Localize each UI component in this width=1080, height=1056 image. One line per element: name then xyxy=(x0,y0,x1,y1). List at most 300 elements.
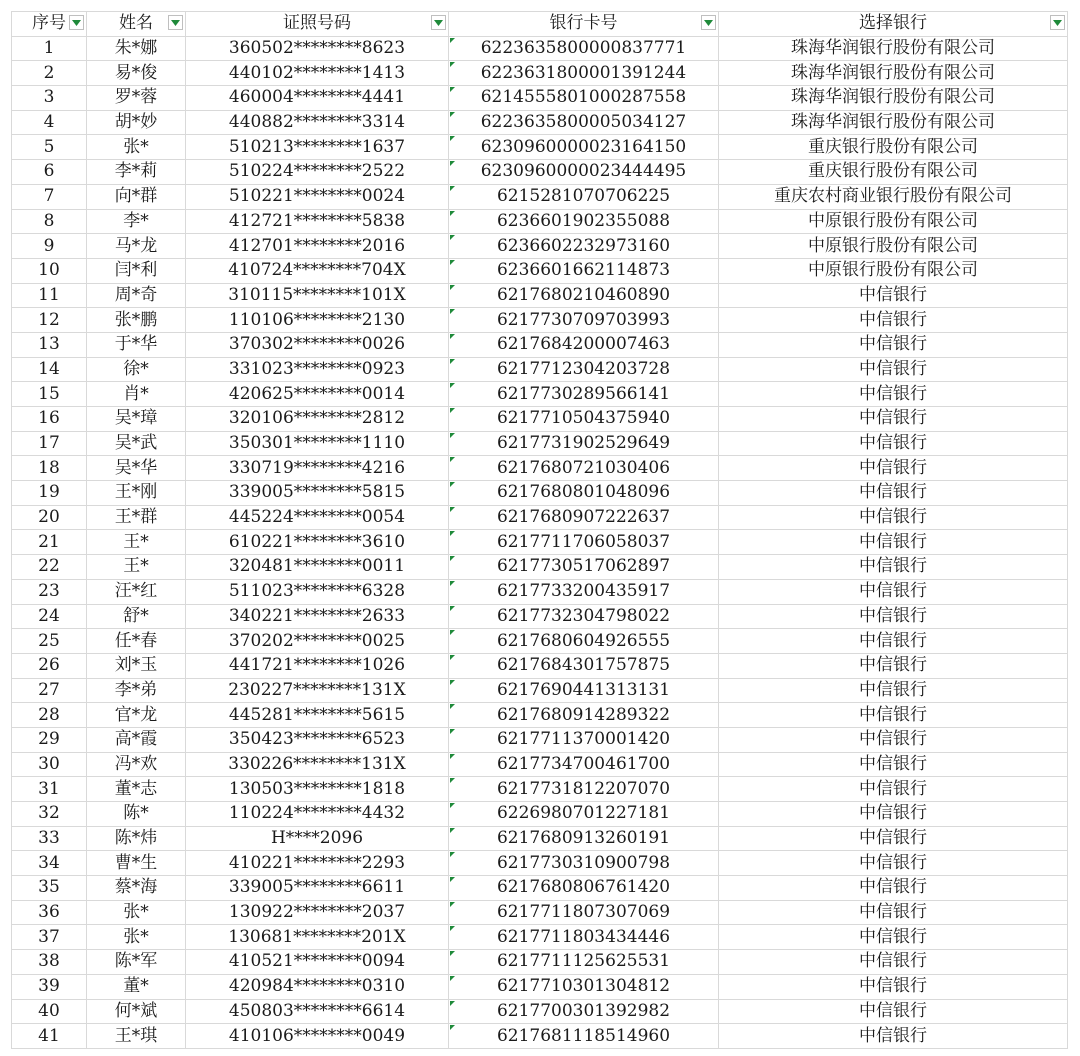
bank-cell[interactable] xyxy=(719,999,1068,1024)
cell-value: 中信银行 xyxy=(859,778,927,799)
card-number-cell[interactable] xyxy=(449,1024,719,1049)
cell-value: 6217711125625531 xyxy=(496,951,671,972)
id-number-cell[interactable] xyxy=(186,579,449,604)
card-number-cell[interactable] xyxy=(449,86,719,111)
cell-value: 重庆农村商业银行股份有限公司 xyxy=(774,186,1012,207)
name-cell[interactable] xyxy=(87,727,186,752)
card-number-cell[interactable] xyxy=(449,357,719,382)
name-cell[interactable] xyxy=(87,876,186,901)
index-cell[interactable] xyxy=(12,752,87,777)
cell-value: 中信银行 xyxy=(859,309,927,330)
card-number-cell[interactable] xyxy=(449,382,719,407)
table-row xyxy=(12,258,1068,283)
cell-value: 331023********0923 xyxy=(228,358,406,379)
index-cell[interactable] xyxy=(12,999,87,1024)
filter-dropdown-icon[interactable] xyxy=(1050,15,1065,30)
card-number-cell[interactable] xyxy=(449,332,719,357)
cell-value: 6217730289566141 xyxy=(496,383,671,404)
bank-cell[interactable] xyxy=(719,110,1068,135)
card-number-cell[interactable] xyxy=(449,135,719,160)
bank-cell[interactable] xyxy=(719,234,1068,259)
index-cell[interactable] xyxy=(12,505,87,530)
index-cell[interactable] xyxy=(12,974,87,999)
card-number-cell[interactable] xyxy=(449,530,719,555)
cell-value: 6217680721030406 xyxy=(496,457,671,478)
name-cell[interactable] xyxy=(87,653,186,678)
id-number-cell[interactable] xyxy=(186,703,449,728)
bank-cell[interactable] xyxy=(719,703,1068,728)
index-cell[interactable] xyxy=(12,481,87,506)
cell-value: H****2096 xyxy=(270,828,364,849)
card-number-cell[interactable] xyxy=(449,234,719,259)
index-cell[interactable] xyxy=(12,851,87,876)
name-cell[interactable] xyxy=(87,332,186,357)
id-number-cell[interactable] xyxy=(186,777,449,802)
name-cell[interactable] xyxy=(87,950,186,975)
card-number-cell[interactable] xyxy=(449,851,719,876)
cell-value: 重庆银行股份有限公司 xyxy=(808,161,978,182)
number-as-text-warning-icon xyxy=(450,778,455,783)
id-number-cell[interactable] xyxy=(186,1024,449,1049)
bank-cell[interactable] xyxy=(719,61,1068,86)
index-cell[interactable] xyxy=(12,209,87,234)
id-number-cell[interactable] xyxy=(186,308,449,333)
id-number-cell[interactable] xyxy=(186,407,449,432)
card-number-cell[interactable] xyxy=(449,999,719,1024)
card-number-cell[interactable] xyxy=(449,160,719,185)
bank-cell[interactable] xyxy=(719,505,1068,530)
card-number-cell[interactable] xyxy=(449,703,719,728)
id-number-cell[interactable] xyxy=(186,258,449,283)
bank-cell[interactable] xyxy=(719,629,1068,654)
filter-dropdown-icon[interactable] xyxy=(168,15,183,30)
name-cell[interactable] xyxy=(87,629,186,654)
name-cell[interactable] xyxy=(87,505,186,530)
id-number-cell[interactable] xyxy=(186,61,449,86)
filter-dropdown-icon[interactable] xyxy=(69,15,84,30)
index-cell[interactable] xyxy=(12,258,87,283)
bank-cell[interactable] xyxy=(719,950,1068,975)
index-cell[interactable] xyxy=(12,900,87,925)
index-cell[interactable] xyxy=(12,777,87,802)
name-cell[interactable] xyxy=(87,184,186,209)
cell-value: 35 xyxy=(38,877,60,898)
bank-cell[interactable] xyxy=(719,332,1068,357)
table-row xyxy=(12,826,1068,851)
index-cell[interactable] xyxy=(12,456,87,481)
header-label: 证照号码 xyxy=(283,13,351,34)
table-row xyxy=(12,876,1068,901)
card-number-cell[interactable] xyxy=(449,876,719,901)
index-cell[interactable] xyxy=(12,110,87,135)
id-number-cell[interactable] xyxy=(186,851,449,876)
bank-cell[interactable] xyxy=(719,579,1068,604)
bank-cell[interactable] xyxy=(719,431,1068,456)
index-cell[interactable] xyxy=(12,826,87,851)
cell-value: 中信银行 xyxy=(859,729,927,750)
card-number-cell[interactable] xyxy=(449,579,719,604)
id-number-cell[interactable] xyxy=(186,283,449,308)
id-number-cell[interactable] xyxy=(186,826,449,851)
card-number-cell[interactable] xyxy=(449,431,719,456)
cell-value: 董* xyxy=(123,976,149,997)
cell-value: 38 xyxy=(38,951,60,972)
id-number-cell[interactable] xyxy=(186,727,449,752)
index-cell[interactable] xyxy=(12,357,87,382)
bank-cell[interactable] xyxy=(719,283,1068,308)
id-number-cell[interactable] xyxy=(186,950,449,975)
id-number-cell[interactable] xyxy=(186,925,449,950)
id-number-cell[interactable] xyxy=(186,555,449,580)
name-cell[interactable] xyxy=(87,382,186,407)
card-number-cell[interactable] xyxy=(449,950,719,975)
number-as-text-warning-icon xyxy=(450,507,455,512)
table-row xyxy=(12,999,1068,1024)
cell-value: 320481********0011 xyxy=(228,556,406,577)
number-as-text-warning-icon xyxy=(450,902,455,907)
bank-cell[interactable] xyxy=(719,925,1068,950)
index-cell[interactable] xyxy=(12,530,87,555)
name-cell[interactable] xyxy=(87,999,186,1024)
cell-value: 中信银行 xyxy=(859,852,927,873)
header-cell-index[interactable] xyxy=(12,12,87,37)
cell-value: 6217711706058037 xyxy=(496,531,671,552)
id-number-cell[interactable] xyxy=(186,209,449,234)
bank-cell[interactable] xyxy=(719,456,1068,481)
index-cell[interactable] xyxy=(12,678,87,703)
name-cell[interactable] xyxy=(87,900,186,925)
index-cell[interactable] xyxy=(12,431,87,456)
cell-value: 中信银行 xyxy=(859,433,927,454)
bank-cell[interactable] xyxy=(719,1024,1068,1049)
name-cell[interactable] xyxy=(87,308,186,333)
number-as-text-warning-icon xyxy=(450,38,455,43)
index-cell[interactable] xyxy=(12,629,87,654)
card-number-cell[interactable] xyxy=(449,727,719,752)
number-as-text-warning-icon xyxy=(450,161,455,166)
index-cell[interactable] xyxy=(12,160,87,185)
cell-value: 450803********6614 xyxy=(228,1000,406,1021)
index-cell[interactable] xyxy=(12,653,87,678)
id-number-cell[interactable] xyxy=(186,974,449,999)
card-number-cell[interactable] xyxy=(449,209,719,234)
index-cell[interactable] xyxy=(12,135,87,160)
name-cell[interactable] xyxy=(87,1024,186,1049)
cell-value: 6217730517062897 xyxy=(496,556,671,577)
header-cell-card[interactable] xyxy=(449,12,719,37)
cell-value: 王* xyxy=(123,531,149,552)
name-cell[interactable] xyxy=(87,407,186,432)
card-number-cell[interactable] xyxy=(449,629,719,654)
cell-value: 25 xyxy=(38,630,60,651)
id-number-cell[interactable] xyxy=(186,653,449,678)
bank-cell[interactable] xyxy=(719,653,1068,678)
id-number-cell[interactable] xyxy=(186,456,449,481)
cell-value: 330226********131X xyxy=(228,753,406,774)
cell-value: 董*志 xyxy=(114,778,158,799)
bank-cell[interactable] xyxy=(719,678,1068,703)
name-cell[interactable] xyxy=(87,678,186,703)
cell-value: 510213********1637 xyxy=(228,136,406,157)
name-cell[interactable] xyxy=(87,530,186,555)
cell-value: 舒* xyxy=(123,605,149,626)
cell-value: 412721********5838 xyxy=(228,210,406,231)
card-number-cell[interactable] xyxy=(449,555,719,580)
header-label: 选择银行 xyxy=(859,13,927,34)
cell-value: 珠海华润银行股份有限公司 xyxy=(791,112,995,133)
card-number-cell[interactable] xyxy=(449,505,719,530)
bank-cell[interactable] xyxy=(719,826,1068,851)
id-number-cell[interactable] xyxy=(186,382,449,407)
cell-value: 中信银行 xyxy=(859,556,927,577)
bank-cell[interactable] xyxy=(719,135,1068,160)
index-cell[interactable] xyxy=(12,555,87,580)
card-number-cell[interactable] xyxy=(449,678,719,703)
index-cell[interactable] xyxy=(12,283,87,308)
id-number-cell[interactable] xyxy=(186,135,449,160)
name-cell[interactable] xyxy=(87,481,186,506)
cell-value: 肖* xyxy=(123,383,149,404)
id-number-cell[interactable] xyxy=(186,357,449,382)
name-cell[interactable] xyxy=(87,234,186,259)
index-cell[interactable] xyxy=(12,727,87,752)
bank-cell[interactable] xyxy=(719,357,1068,382)
index-cell[interactable] xyxy=(12,876,87,901)
cell-value: 中信银行 xyxy=(859,457,927,478)
cell-value: 刘*玉 xyxy=(114,655,158,676)
id-number-cell[interactable] xyxy=(186,36,449,61)
number-as-text-warning-icon xyxy=(450,136,455,141)
header-cell-name[interactable] xyxy=(87,12,186,37)
name-cell[interactable] xyxy=(87,579,186,604)
index-cell[interactable] xyxy=(12,36,87,61)
cell-value: 34 xyxy=(38,852,60,873)
header-cell-id[interactable] xyxy=(186,12,449,37)
id-number-cell[interactable] xyxy=(186,110,449,135)
cell-value: 中信银行 xyxy=(859,976,927,997)
card-number-cell[interactable] xyxy=(449,925,719,950)
card-number-cell[interactable] xyxy=(449,61,719,86)
cell-value: 360502********8623 xyxy=(228,38,406,59)
cell-value: 珠海华润银行股份有限公司 xyxy=(791,87,995,108)
cell-value: 6215281070706225 xyxy=(496,186,671,207)
bank-cell[interactable] xyxy=(719,258,1068,283)
cell-value: 6214555801000287558 xyxy=(480,87,687,108)
name-cell[interactable] xyxy=(87,283,186,308)
name-cell[interactable] xyxy=(87,703,186,728)
index-cell[interactable] xyxy=(12,925,87,950)
card-number-cell[interactable] xyxy=(449,900,719,925)
index-cell[interactable] xyxy=(12,332,87,357)
cell-value: 26 xyxy=(38,655,60,676)
bank-cell[interactable] xyxy=(719,802,1068,827)
index-cell[interactable] xyxy=(12,579,87,604)
bank-cell[interactable] xyxy=(719,777,1068,802)
name-cell[interactable] xyxy=(87,777,186,802)
id-number-cell[interactable] xyxy=(186,999,449,1024)
cell-value: 中信银行 xyxy=(859,284,927,305)
cell-value: 6236601902355088 xyxy=(496,210,671,231)
table-row xyxy=(12,431,1068,456)
cell-value: 350423********6523 xyxy=(228,729,406,750)
card-number-cell[interactable] xyxy=(449,752,719,777)
cell-value: 6217710301304812 xyxy=(496,976,671,997)
name-cell[interactable] xyxy=(87,36,186,61)
index-cell[interactable] xyxy=(12,382,87,407)
bank-cell[interactable] xyxy=(719,851,1068,876)
card-number-cell[interactable] xyxy=(449,604,719,629)
card-number-cell[interactable] xyxy=(449,777,719,802)
number-as-text-warning-icon xyxy=(450,87,455,92)
table-row xyxy=(12,308,1068,333)
cell-value: 420984********0310 xyxy=(228,976,406,997)
name-cell[interactable] xyxy=(87,61,186,86)
bank-cell[interactable] xyxy=(719,752,1068,777)
table-row xyxy=(12,678,1068,703)
bank-cell[interactable] xyxy=(719,308,1068,333)
number-as-text-warning-icon xyxy=(450,680,455,685)
id-number-cell[interactable] xyxy=(186,184,449,209)
name-cell[interactable] xyxy=(87,752,186,777)
name-cell[interactable] xyxy=(87,555,186,580)
bank-cell[interactable] xyxy=(719,530,1068,555)
number-as-text-warning-icon xyxy=(450,1001,455,1006)
bank-cell[interactable] xyxy=(719,86,1068,111)
id-number-cell[interactable] xyxy=(186,332,449,357)
id-number-cell[interactable] xyxy=(186,234,449,259)
number-as-text-warning-icon xyxy=(450,754,455,759)
bank-cell[interactable] xyxy=(719,382,1068,407)
filter-dropdown-icon[interactable] xyxy=(431,15,446,30)
id-number-cell[interactable] xyxy=(186,530,449,555)
cell-value: 12 xyxy=(38,309,60,330)
id-number-cell[interactable] xyxy=(186,752,449,777)
bank-cell[interactable] xyxy=(719,876,1068,901)
id-number-cell[interactable] xyxy=(186,86,449,111)
cell-value: 王*群 xyxy=(114,507,158,528)
card-number-cell[interactable] xyxy=(449,456,719,481)
id-number-cell[interactable] xyxy=(186,160,449,185)
bank-cell[interactable] xyxy=(719,160,1068,185)
cell-value: 511023********6328 xyxy=(228,581,406,602)
bank-cell[interactable] xyxy=(719,727,1068,752)
bank-cell[interactable] xyxy=(719,184,1068,209)
bank-cell[interactable] xyxy=(719,36,1068,61)
cell-value: 闫*利 xyxy=(114,260,158,281)
cell-value: 中信银行 xyxy=(859,507,927,528)
number-as-text-warning-icon xyxy=(450,828,455,833)
index-cell[interactable] xyxy=(12,61,87,86)
name-cell[interactable] xyxy=(87,431,186,456)
name-cell[interactable] xyxy=(87,974,186,999)
card-number-cell[interactable] xyxy=(449,184,719,209)
bank-cell[interactable] xyxy=(719,555,1068,580)
index-cell[interactable] xyxy=(12,234,87,259)
filter-dropdown-icon[interactable] xyxy=(701,15,716,30)
id-number-cell[interactable] xyxy=(186,802,449,827)
name-cell[interactable] xyxy=(87,456,186,481)
card-number-cell[interactable] xyxy=(449,110,719,135)
id-number-cell[interactable] xyxy=(186,505,449,530)
id-number-cell[interactable] xyxy=(186,481,449,506)
table-row xyxy=(12,110,1068,135)
card-number-cell[interactable] xyxy=(449,802,719,827)
table-row xyxy=(12,283,1068,308)
name-cell[interactable] xyxy=(87,258,186,283)
name-cell[interactable] xyxy=(87,209,186,234)
number-as-text-warning-icon xyxy=(450,260,455,265)
card-number-cell[interactable] xyxy=(449,308,719,333)
cell-value: 440102********1413 xyxy=(228,62,406,83)
index-cell[interactable] xyxy=(12,604,87,629)
bank-cell[interactable] xyxy=(719,604,1068,629)
cell-value: 36 xyxy=(38,902,60,923)
header-cell-bank[interactable] xyxy=(719,12,1068,37)
name-cell[interactable] xyxy=(87,604,186,629)
name-cell[interactable] xyxy=(87,851,186,876)
index-cell[interactable] xyxy=(12,86,87,111)
index-cell[interactable] xyxy=(12,407,87,432)
index-cell[interactable] xyxy=(12,1024,87,1049)
name-cell[interactable] xyxy=(87,135,186,160)
card-number-cell[interactable] xyxy=(449,407,719,432)
card-number-cell[interactable] xyxy=(449,283,719,308)
index-cell[interactable] xyxy=(12,703,87,728)
name-cell[interactable] xyxy=(87,826,186,851)
id-number-cell[interactable] xyxy=(186,604,449,629)
index-cell[interactable] xyxy=(12,802,87,827)
number-as-text-warning-icon xyxy=(450,803,455,808)
cell-value: 350301********1110 xyxy=(228,433,406,454)
bank-cell[interactable] xyxy=(719,209,1068,234)
name-cell[interactable] xyxy=(87,86,186,111)
bank-cell[interactable] xyxy=(719,481,1068,506)
id-number-cell[interactable] xyxy=(186,629,449,654)
card-number-cell[interactable] xyxy=(449,653,719,678)
id-number-cell[interactable] xyxy=(186,678,449,703)
name-cell[interactable] xyxy=(87,160,186,185)
bank-cell[interactable] xyxy=(719,900,1068,925)
name-cell[interactable] xyxy=(87,110,186,135)
card-number-cell[interactable] xyxy=(449,36,719,61)
bank-cell[interactable] xyxy=(719,407,1068,432)
cell-value: 易*俊 xyxy=(114,62,158,83)
number-as-text-warning-icon xyxy=(450,211,455,216)
name-cell[interactable] xyxy=(87,357,186,382)
id-number-cell[interactable] xyxy=(186,900,449,925)
card-number-cell[interactable] xyxy=(449,258,719,283)
name-cell[interactable] xyxy=(87,802,186,827)
index-cell[interactable] xyxy=(12,184,87,209)
id-number-cell[interactable] xyxy=(186,876,449,901)
id-number-cell[interactable] xyxy=(186,431,449,456)
number-as-text-warning-icon xyxy=(450,334,455,339)
number-as-text-warning-icon xyxy=(450,235,455,240)
cell-value: 29 xyxy=(38,729,60,750)
card-number-cell[interactable] xyxy=(449,481,719,506)
cell-value: 6217711807307069 xyxy=(496,902,671,923)
cell-value: 罗*蓉 xyxy=(114,87,158,108)
bank-cell[interactable] xyxy=(719,974,1068,999)
index-cell[interactable] xyxy=(12,950,87,975)
number-as-text-warning-icon xyxy=(450,926,455,931)
card-number-cell[interactable] xyxy=(449,826,719,851)
table-row xyxy=(12,184,1068,209)
index-cell[interactable] xyxy=(12,308,87,333)
card-number-cell[interactable] xyxy=(449,974,719,999)
table-row xyxy=(12,604,1068,629)
name-cell[interactable] xyxy=(87,925,186,950)
